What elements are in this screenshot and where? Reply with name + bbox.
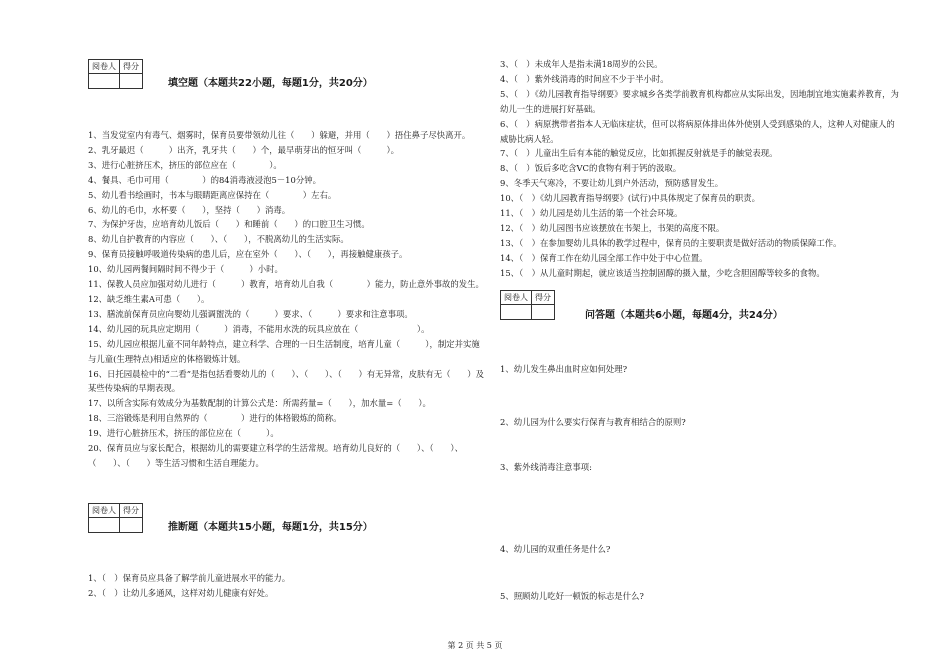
- reviewer-label: 阅卷人: [89, 504, 120, 518]
- question-item: 3、进行心脏挤压术，挤压的部位应在（ ）。: [88, 159, 282, 170]
- question-item: 20、保育员应与家长配合，根据幼儿的需要建立科学的生活常规。培育幼儿良好的（ ）、（ ）、（ ）、（ ）等生活习惯和生活自理能力。: [88, 443, 463, 468]
- qa-item: 2、幼儿园为什么要实行保育与教育相结合的原则?: [500, 417, 686, 427]
- qa-item: 3、紫外线消毒注意事项:: [500, 462, 592, 472]
- question-item: 15、幼儿园应根据儿童不同年龄特点，建立科学、合理的一日生活制度，培育儿童（ ），制定并实施与儿童(生理特点)相适应的体格锻炼计划。: [88, 338, 480, 364]
- reviewer-cell: [501, 305, 532, 320]
- fill-items: [88, 128, 486, 471]
- qa-item: 4、幼儿园的双重任务是什么?: [500, 544, 611, 554]
- score-box-judge: [88, 503, 143, 533]
- question-item: 8、（ ）饭后多吃含VC的食物有利于钙的汲取。: [500, 163, 682, 174]
- score-box-qa: [500, 290, 555, 320]
- page-footer: 第 2 页 共 5 页: [447, 641, 503, 650]
- reviewer-cell: [89, 518, 120, 533]
- score-cell: [120, 74, 143, 89]
- question-item: 8、幼儿自护教育的内容应（ ）、（ ），不脱离幼儿的生活实际。: [88, 234, 349, 245]
- judge-section-title: 推断题（本题共15小题，每题1分，共15分）: [168, 522, 373, 533]
- question-item: 6、幼儿的毛巾，水杯要（ ），坚持（ ）消毒。: [88, 204, 291, 215]
- question-item: 7、（ ）儿童出生后有本能的触觉反应，比如抓握反射就是手的触觉表现。: [500, 148, 778, 159]
- score-label: 得分: [120, 60, 143, 74]
- question-item: 16、日托园晨检中的“二看”是指包括看婴幼儿的（ ）、（ ）、（ ）有无异常，皮肤有无（ ）及某些传染病的早期表现。: [88, 368, 485, 394]
- question-item: 10、幼儿园两餐间隔时间不得少于（ ）小时。: [88, 264, 283, 275]
- question-item: 7、为保护牙齿，应培育幼儿饭后（ ）和睡前（ ）的口腔卫生习惯。: [88, 219, 370, 230]
- question-item: 17、以所含实际有效成分为基数配制的计算公式是：所需药量=（ ），加水量=（ ）。: [88, 398, 431, 409]
- question-item: 19、进行心脏挤压术，挤压的部位应在（ ）。: [88, 428, 279, 439]
- score-label: 得分: [120, 504, 143, 518]
- question-item: 4、餐具、毛巾可用（ ）的84消毒液浸泡5－10分钟。: [88, 174, 321, 185]
- judge-items-left: [88, 571, 486, 601]
- score-box-fill: [88, 59, 143, 89]
- reviewer-cell: [89, 74, 120, 89]
- question-item: 14、（ ）保育工作在幼儿园全部工作中处于中心位置。: [500, 252, 708, 263]
- qa-item: 1、幼儿发生鼻出血时应如何处理?: [500, 364, 628, 374]
- question-item: 9、冬季天气寒冷，不要让幼儿到户外活动，预防感冒发生。: [500, 178, 724, 189]
- qa-section-title: 问答题（本题共6小题，每题4分，共24分）: [585, 310, 783, 321]
- question-item: 9、保育员接触呼吸道传染病的患儿后，应在室外（ ）、（ ），再接触健康孩子。: [88, 249, 408, 260]
- question-item: 12、缺乏维生素A可患（ ）。: [88, 293, 210, 304]
- reviewer-label: 阅卷人: [501, 291, 532, 305]
- fill-section-title: 填空题（本题共22小题，每题1分，共20分）: [168, 78, 373, 89]
- question-item: 13、膳流前保育员应向婴幼儿强调盥洗的（ ）要求、（ ）要求和注意事项。: [88, 308, 413, 319]
- score-cell: [532, 305, 555, 320]
- question-item: 13、（ ）在参加婴幼儿具体的教学过程中，保育员的主要职责是做好活动的物质保障工作。: [500, 237, 842, 248]
- question-item: 2、（ ）让幼儿多通风，这样对幼儿健康有好处。: [88, 587, 274, 598]
- question-item: 2、乳牙最迟（ ）出齐，乳牙共（ ）个，最早萌芽出的恒牙叫（ ）。: [88, 144, 400, 155]
- question-item: 12、（ ）幼儿园图书应该摆放在书架上，书架的高度不限。: [500, 222, 725, 233]
- reviewer-label: 阅卷人: [89, 60, 120, 74]
- question-item: 14、幼儿园的玩具应定期用（ ）消毒，不能用水洗的玩具应放在（ ）。: [88, 323, 430, 334]
- question-item: 18、三浴锻炼是利用自然界的（ ）进行的体格锻炼的简称。: [88, 413, 342, 424]
- question-item: 3、（ ）未成年人是指未满18周岁的公民。: [500, 59, 663, 69]
- judge-items-right: [500, 57, 902, 281]
- question-item: 5、（ ）《幼儿园教育指导纲要》要求城乡各类学前教育机构都应从实际出发，因地制宜地实施素养教育，为幼儿一生的进展打好基础。: [500, 88, 899, 114]
- question-item: 1、当发觉室内有毒气、烟雾时，保育员要带领幼儿往（ ）躲避，并用（ ）捂住鼻子尽快离开。: [88, 130, 471, 140]
- qa-item: 5、照顾幼儿吃好一顿饭的标志是什么?: [500, 591, 644, 601]
- question-item: 4、（ ）紫外线消毒的时间应不少于半小时。: [500, 73, 669, 84]
- score-label: 得分: [532, 291, 555, 305]
- question-item: 11、保教人员应加强对幼儿进行（ ）教育，培育幼儿自我（ ）能力，防止意外事故的发生。: [88, 279, 484, 290]
- question-item: 15、（ ）从儿童时期起，就应该适当控制固醇的摄入量，少吃含胆固醇等较多的食物。: [500, 267, 825, 278]
- score-cell: [120, 518, 143, 533]
- question-item: 11、（ ）幼儿园是幼儿生活的第一个社会环境。: [500, 208, 683, 219]
- question-item: 10、（ ）《幼儿园教育指导纲要》(试行)中具体规定了保育员的职责。: [500, 193, 761, 204]
- question-item: 5、幼儿看书绘画时，书本与眼睛距离应保持在（ ）左右。: [88, 189, 337, 200]
- question-item: 6、（ ）病原携带者指本人无临床症状，但可以将病原体排出体外使别人受到感染的人，这种人对健康人的威胁比病人轻。: [500, 118, 895, 144]
- question-item: 1、（ ）保育员应具备了解学前儿童进展水平的能力。: [88, 573, 291, 583]
